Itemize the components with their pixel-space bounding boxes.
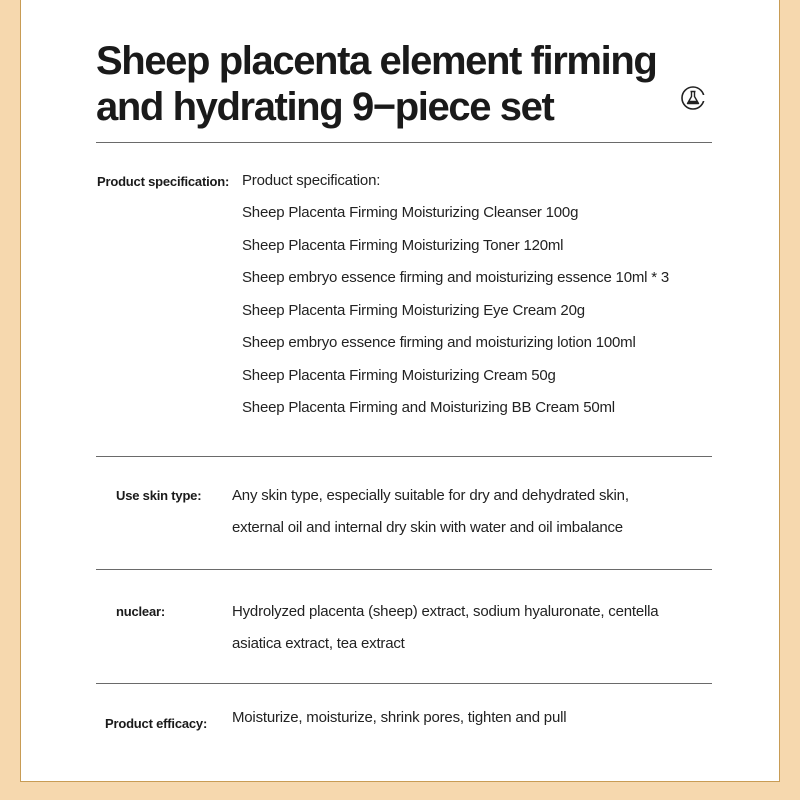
specification-item: Sheep Placenta Firming and Moisturizing BB Cream 50ml <box>242 399 615 416</box>
title-line-2: and hydrating 9−piece set <box>96 85 554 129</box>
nuclear-line: asiatica extract, tea extract <box>232 635 405 652</box>
specification-item: Sheep embryo essence firming and moisturizing lotion 100ml <box>242 334 636 351</box>
specification-item: Sheep Placenta Firming Moisturizing Eye Cream 20g <box>242 301 585 319</box>
specification-item: Sheep Placenta Firming Moisturizing Cream 50g <box>242 366 556 384</box>
skin-type-line: external oil and internal dry skin with water and oil imbalance <box>232 519 623 536</box>
nuclear-value <box>232 596 658 660</box>
divider <box>96 456 712 457</box>
specification-label: Product specification: <box>97 174 230 189</box>
specification-item: Sheep Placenta Firming Moisturizing Toner 120ml <box>242 236 564 254</box>
divider <box>96 569 712 570</box>
nuclear-line: Hydrolyzed placenta (sheep) extract, sodium hyaluronate, centella <box>232 603 659 620</box>
divider <box>96 683 712 684</box>
specification-list <box>242 202 669 430</box>
skin-type-label: Use skin type: <box>116 488 202 503</box>
nuclear-label: nuclear: <box>116 604 165 619</box>
page-title <box>96 38 716 130</box>
divider <box>96 142 712 143</box>
title-line-1: Sheep placenta element firming <box>96 39 657 83</box>
specification-heading: Product specification: <box>242 172 381 189</box>
skin-type-value <box>232 480 629 544</box>
flask-badge-icon <box>680 85 706 111</box>
specification-item: Sheep Placenta Firming Moisturizing Cleanser 100g <box>242 204 579 221</box>
efficacy-value: Moisturize, moisturize, shrink pores, tighten and pull <box>232 709 567 726</box>
efficacy-label: Product efficacy: <box>105 716 208 731</box>
specification-item: Sheep embryo essence firming and moisturizing essence 10ml * 3 <box>242 269 669 286</box>
skin-type-line: Any skin type, especially suitable for dry and dehydrated skin, <box>232 487 629 504</box>
